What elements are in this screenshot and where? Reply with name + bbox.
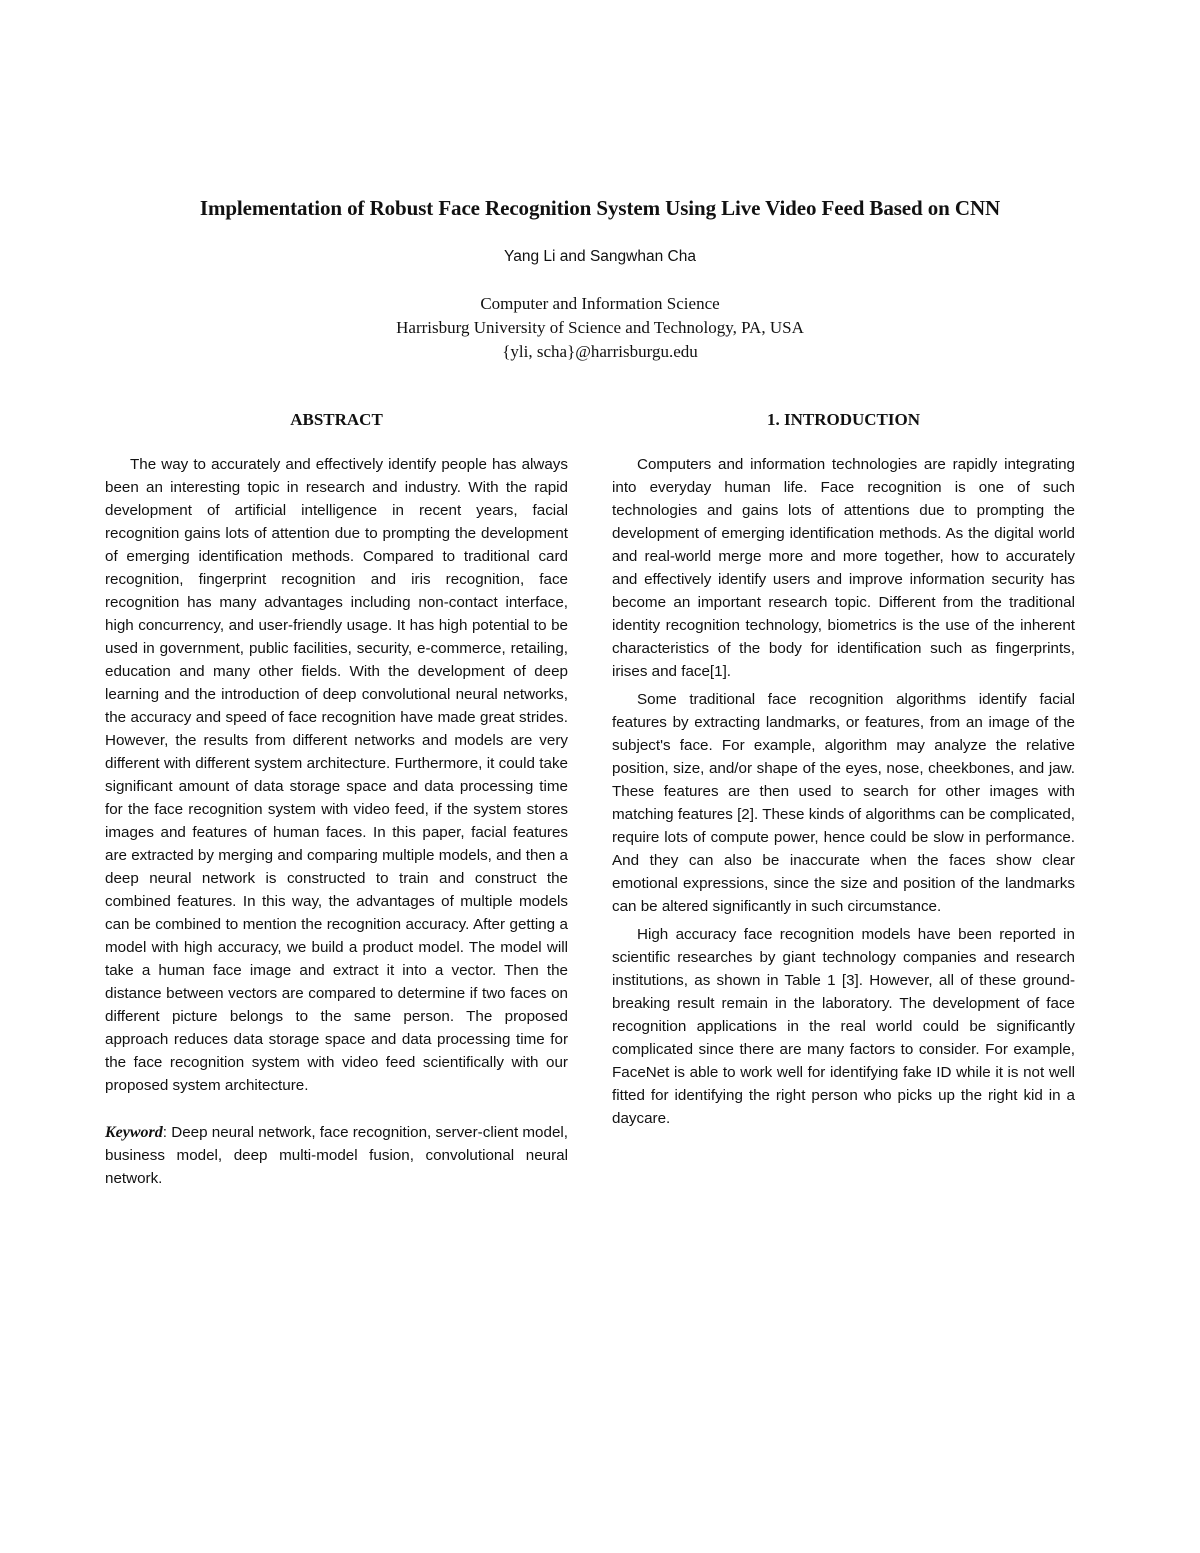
keywords-list: : Deep neural network, face recognition, server-client model, business model, deep multi-model fusion, convolutional neural network. xyxy=(105,1124,568,1187)
intro-paragraph-3: High accuracy face recognition models have been reported in scientific researches by giant technology companies and research institutions, as shown in Table 1 [3]. However, all of these ground-breaking result remain in the laboratory. The development of face recognition applications in the real world could be significantly complicated since there are many factors to consider. For example, FaceNet is able to work well for identifying fake ID while it is not well fitted for identifying the right person who picks up the right kid in a daycare. xyxy=(612,926,1075,1127)
abstract-heading: ABSTRACT xyxy=(290,410,383,429)
left-column xyxy=(105,408,568,1195)
abstract-body: The way to accurately and effectively identify people has always been an interesting topic in research and industry. With the rapid development of artificial intelligence in recent years, facial recognition gains lots of attention due to prompting the development of emerging identification methods. Compared to traditional card recognition, fingerprint recognition and iris recognition, face recognition has many advantages including non-contact interface, high concurrency, and user-friendly usage. It has high potential to be used in government, public facilities, security, e-commerce, retailing, education and many other fields. With the development of deep learning and the introduction of deep convolutional neural networks, the accuracy and speed of face recognition have made great strides. However, the results from different networks and models are very different with different system architecture. Furthermore, it could take significant amount of data storage space and data processing time for the face recognition system with video feed, if the system stores images and features of human faces. In this paper, facial features are extracted by merging and comparing multiple models, and then a deep neural network is constructed to train and construct the combined features. In this way, the advantages of multiple models can be combined to mention the recognition accuracy. After getting a model with high accuracy, we build a product model. The model will take a human face image and extract it into a vector. Then the distance between vectors are compared to determine if two faces on different picture belongs to the same person. The proposed approach reduces data storage space and data processing time for the face recognition system with video feed scientifically with our proposed system architecture. xyxy=(105,456,568,1094)
intro-paragraph-1: Computers and information technologies are rapidly integrating into everyday human life. Face recognition is one of such technologies and gains lots of attentions due to prompting the development of emerging identification methods. As the digital world and real-world merge more and more together, how to accurately and effectively identify users and improve information security has become an important research topic. Different from the traditional identity recognition technology, biometrics is the use of the inherent characteristics of the body for identification such as fingerprints, irises and face[1]. xyxy=(612,456,1075,680)
affiliation-email: {yli, scha}@harrisburgu.edu xyxy=(502,342,698,361)
affiliation-department: Computer and Information Science xyxy=(480,294,720,313)
right-column xyxy=(612,408,1075,1135)
paper-authors: Yang Li and Sangwhan Cha xyxy=(504,248,696,265)
affiliation-institution: Harrisburg University of Science and Technology, PA, USA xyxy=(396,318,804,337)
introduction-heading: 1. INTRODUCTION xyxy=(766,410,921,429)
intro-paragraph-2: Some traditional face recognition algorithms identify facial features by extracting landmarks, or features, from an image of the subject's face. For example, algorithm may analyze the relative position, size, and/or shape of the eyes, nose, cheekbones, and jaw. These features are then used to search for other images with matching features [2]. These kinds of algorithms can be complicated, require lots of compute power, hence could be slow in performance. And they can also be inaccurate when the faces show clear emotional expressions, since the size and position of the landmarks can be altered significantly in such circumstance. xyxy=(612,691,1075,915)
keywords-label: Keyword xyxy=(105,1124,163,1141)
keywords-paragraph xyxy=(105,1121,568,1190)
affiliation-block xyxy=(0,292,1200,364)
paper-title: Implementation of Robust Face Recognition System Using Live Video Feed Based on CNN xyxy=(199,196,1001,220)
